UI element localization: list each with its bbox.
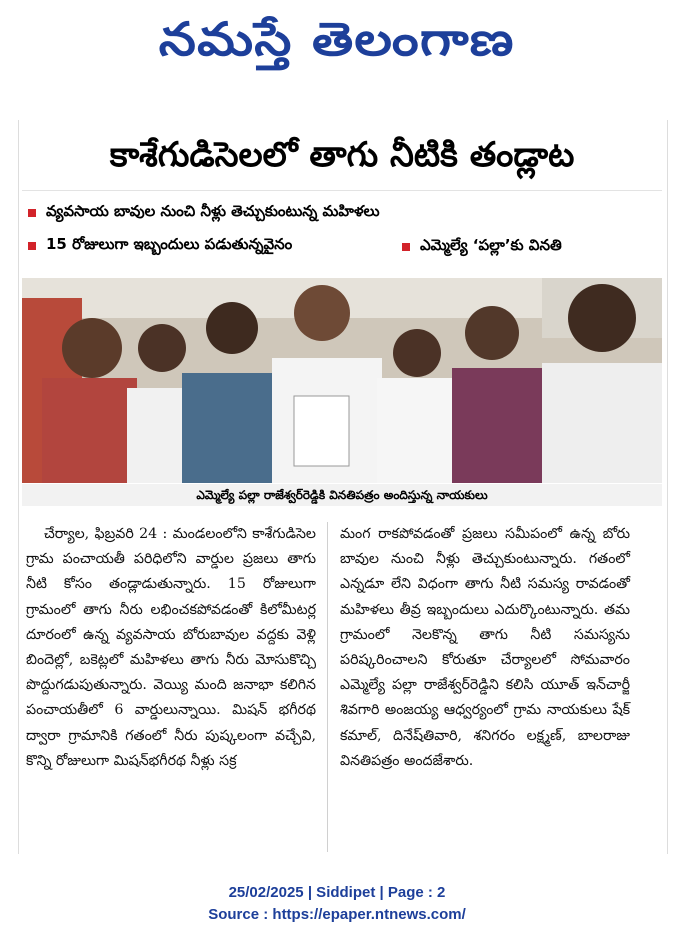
group-photo-illustration — [22, 278, 662, 483]
article-headline: కాశేగుడిసెలలో తాగు నీటికి తండ్లాట — [22, 128, 662, 191]
column-divider — [327, 522, 328, 852]
subhead-3-text: ఎమ్మెల్యే ‘పల్లా’కు వినతి — [420, 236, 562, 254]
subhead-1-text: వ్యవసాయ బావుల నుంచి నీళ్లు తెచ్చుకుంటున్న మహిళలు — [46, 202, 380, 220]
news-photo — [22, 278, 662, 483]
subhead-2-text: 15 రోజులుగా ఇబ్బందులు పడుతున్నవైనం — [46, 235, 293, 253]
article-body-left-column — [26, 522, 316, 774]
subhead-1 — [28, 202, 380, 224]
body-paragraph: మంగ రాకపోవడంతో ప్రజలు సమీపంలో ఉన్న బోరు బావుల నుంచి నీళ్లు తెచ్చుకుంటున్నారు. గతంలో ఎన్నడూ లేని విధంగా తాగు నీటి సమస్య రావడంతో మహిళలు తీవ్ర ఇబ్బందులు ఎదుర్కొంటున్నారు. తమ గ్రామంలో నెలకొన్న తాగు నీటి సమస్యను పరిష్కరించాలని కోరుతూ చేర్యాలలో సోమవారం ఎమ్మెల్యే పల్లా రాజేశ్వర్‌రెడ్డిని కలిసి యూత్ ఇన్‌చార్జీ శివగారి అంజయ్య ఆధ్వర్యంలో గ్రామ నాయకులు షేక్ కమాల్, దినేష్‌తివారి, శనిగరం లక్ష్మణ్, బాలరాజు వినతిపత్రం అందజేశారు. — [340, 526, 630, 769]
bullet-icon — [402, 243, 410, 251]
bullet-icon — [28, 242, 36, 250]
article-body-right-column — [340, 522, 630, 774]
body-paragraph: చేర్యాల, ఫిబ్రవరి 24 : మండలంలోని కాశేగుడిసెల గ్రామ పంచాయతీ పరిధిలోని వార్డుల ప్రజలు తాగు నీటి కోసం తండ్లాడుతున్నారు. 15 రోజులుగా గ్రామంలో తాగు నీరు లభించకపోవడంతో కిలోమీటర్ల దూరంలో ఉన్న వ్యవసాయ బోరుబావుల వద్దకు వెళ్లి బిందెల్లో, బకెట్లలో మహిళలు తాగు నీరు మోసుకొచ్చి పొద్దుగడుపుతున్నారు. వెయ్యి మంది జనాభా కలిగిన పంచాయతీలో 6 వార్డులున్నాయి. మిషన్ భగీరథ ద్వారా గ్రామానికి గతంలో నీరు పుష్కలంగా వచ్చేవి, కొన్ని రోజులుగా మిషన్‌భగీరథ నీళ్లు సక్ర — [26, 526, 316, 769]
masthead — [0, 0, 674, 90]
footer-source-link[interactable]: Source : https://epaper.ntnews.com/ — [208, 906, 466, 923]
footer-edition-info: 25/02/2025 | Siddipet | Page : 2 — [228, 884, 446, 901]
newspaper-logo: నమస్తే తెలంగాణ — [159, 12, 515, 66]
subhead-3 — [402, 236, 562, 258]
subhead-row-2 — [28, 236, 668, 256]
bullet-icon — [28, 209, 36, 217]
photo-caption: ఎమ్మెల్యే పల్లా రాజేశ్వర్‌రెడ్డికి వినతిపత్రం అందిస్తున్న నాయకులు — [22, 484, 662, 506]
